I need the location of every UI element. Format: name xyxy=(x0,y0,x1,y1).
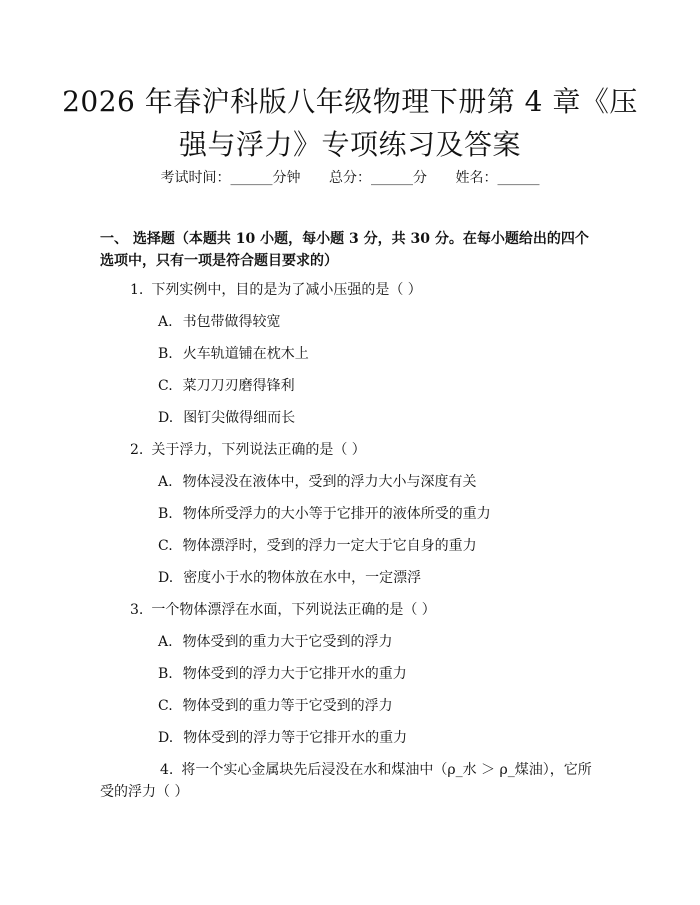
option-text: 物体所受浮力的大小等于它排开的液体所受的重力 xyxy=(182,506,491,522)
question-3-option-b xyxy=(158,663,598,685)
option-letter: C. xyxy=(158,538,173,554)
option-letter: C. xyxy=(158,378,173,394)
question-number: 2. xyxy=(130,442,144,458)
question-1-option-d xyxy=(158,407,598,429)
question-2-option-b xyxy=(158,503,598,525)
exam-time-field: 考试时间：______分钟 xyxy=(160,170,301,186)
option-letter: A. xyxy=(158,474,173,490)
question-1-stem xyxy=(130,279,600,301)
question-3-option-d xyxy=(158,727,598,749)
option-text: 物体浸没在液体中，受到的浮力大小与深度有关 xyxy=(182,474,477,490)
question-2-option-c xyxy=(158,535,598,557)
option-text: 书包带做得较宽 xyxy=(182,314,281,330)
question-1-option-a xyxy=(158,311,598,333)
option-text: 物体受到的重力等于它受到的浮力 xyxy=(182,698,393,714)
exam-info xyxy=(0,168,700,188)
question-1-option-b xyxy=(158,343,598,365)
question-number: 4. xyxy=(160,762,174,778)
option-text: 物体受到的重力大于它受到的浮力 xyxy=(182,634,393,650)
option-letter: C. xyxy=(158,698,173,714)
exam-score-field: 总分：______分 xyxy=(329,170,427,186)
option-letter: B. xyxy=(158,506,173,522)
question-number: 3. xyxy=(130,602,144,618)
exam-name-field: 姓名：______ xyxy=(455,170,540,186)
option-letter: B. xyxy=(158,346,173,362)
question-4-stem xyxy=(100,759,600,803)
title-line-2: 强与浮力》专项练习及答案 xyxy=(178,128,521,161)
option-letter: D. xyxy=(158,730,174,746)
option-text: 菜刀刀刃磨得锋利 xyxy=(182,378,295,394)
option-letter: A. xyxy=(158,634,173,650)
question-text: 一个物体漂浮在水面，下列说法正确的是（ ） xyxy=(151,602,436,618)
option-text: 物体受到的浮力大于它排开水的重力 xyxy=(182,666,407,682)
option-letter: B. xyxy=(158,666,173,682)
option-text: 密度小于水的物体放在水中，一定漂浮 xyxy=(183,570,422,586)
option-letter: D. xyxy=(158,410,174,426)
option-letter: A. xyxy=(158,314,173,330)
option-text: 物体受到的浮力等于它排开水的重力 xyxy=(183,730,408,746)
question-text: 下列实例中，目的是为了减小压强的是（ ） xyxy=(151,282,422,298)
question-3-option-a xyxy=(158,631,598,653)
question-1-option-c xyxy=(158,375,598,397)
section-heading: 一、 选择题（本题共 10 小题，每小题 3 分，共 30 分。在每小题给出的四个选项中，只有一项是符合题目要求的） xyxy=(100,231,589,269)
option-letter: D. xyxy=(158,570,174,586)
option-text: 火车轨道铺在枕木上 xyxy=(182,346,309,362)
question-2-stem xyxy=(130,439,600,461)
question-number: 1. xyxy=(130,282,144,298)
question-2-option-a xyxy=(158,471,598,493)
question-3-stem xyxy=(130,599,600,621)
option-text: 物体漂浮时，受到的浮力一定大于它自身的重力 xyxy=(182,538,477,554)
question-3-option-c xyxy=(158,695,598,717)
question-text: 将一个实心金属块先后浸没在水和煤油中（ρ_水 ＞ ρ_煤油），它所受的浮力（ ） xyxy=(100,762,592,800)
document-title xyxy=(60,80,640,166)
question-text: 关于浮力，下列说法正确的是（ ） xyxy=(151,442,366,458)
option-text: 图钉尖做得细而长 xyxy=(183,410,296,426)
question-2-option-d xyxy=(158,567,598,589)
title-line-1: 2026 年春沪科版八年级物理下册第 4 章《压 xyxy=(62,85,638,118)
